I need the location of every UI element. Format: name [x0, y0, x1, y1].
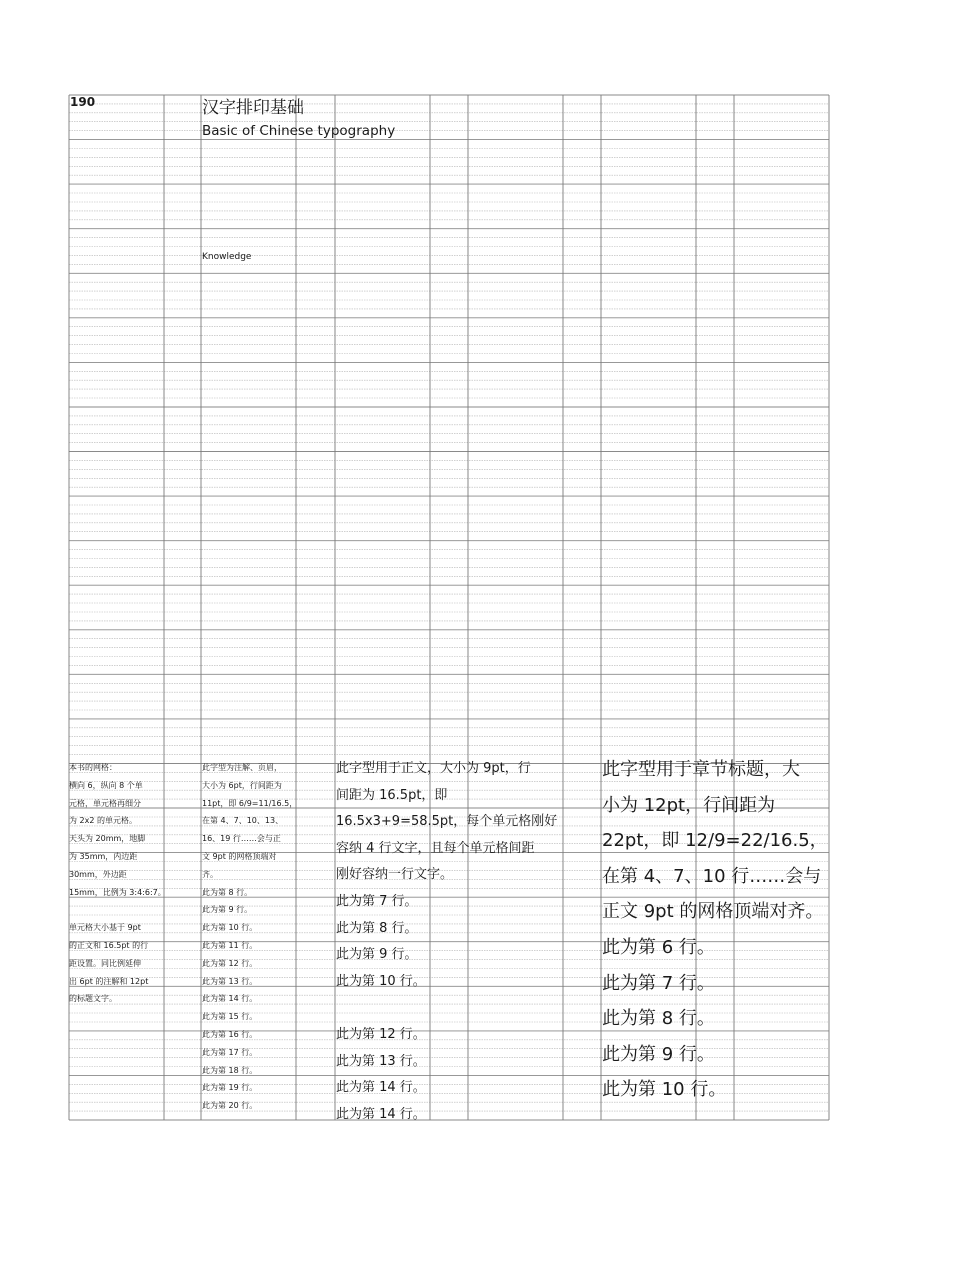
grid-note-line: 元格，单元格再细分 [69, 798, 141, 808]
grid-note-line: 横向 6，纵向 8 个单 [69, 780, 143, 790]
grid-note-line: 15mm，比例为 3:4:6:7。 [69, 887, 166, 897]
body-sample-line: 16.5x3+9=58.5pt，每个单元格刚好 [336, 814, 558, 830]
grid-note-line: 为 35mm，内边距 [69, 851, 138, 861]
caption-sample-line: 齐。 [202, 869, 218, 879]
heading-sample-line: 此为第 10 行。 [602, 1079, 727, 1101]
heading-sample-line: 小为 12pt，行间距为 [602, 794, 776, 816]
caption-sample-line: 此为第 19 行。 [202, 1083, 258, 1093]
heading-sample-line: 此为第 6 行。 [602, 936, 715, 958]
caption-sample-line: 16、19 行……会与正 [202, 834, 281, 844]
heading-sample-line: 在第 4、7、10 行……会与 [602, 865, 822, 887]
caption-sample-line: 此为第 8 行。 [202, 887, 253, 897]
body-sample-line: 容纳 4 行文字，且每个单元格间距 [336, 840, 535, 856]
body-sample-line: 此为第 13 行。 [336, 1053, 426, 1069]
caption-sample-line: 此为第 14 行。 [202, 994, 258, 1004]
page-number: 190 [70, 95, 96, 109]
caption-sample-column [202, 759, 297, 1115]
body-sample-line [336, 995, 557, 1022]
grid-note-line: 出 6pt 的注解和 12pt [69, 976, 149, 986]
body-sample-line: 此为第 7 行。 [336, 893, 418, 909]
page-title-english: Basic of Chinese typography [202, 123, 396, 139]
caption-sample-line: 11pt，即 6/9=11/16.5， [202, 798, 298, 808]
caption-sample-line: 大小为 6pt，行间距为 [202, 780, 282, 790]
grid-note-line: 的正文和 16.5pt 的行 [69, 940, 149, 950]
grid-note-column [69, 759, 166, 1008]
heading-sample-line: 此字型用于章节标题，大 [602, 759, 800, 780]
caption-sample-line: 此为第 11 行。 [202, 940, 258, 950]
caption-sample-line: 此为第 20 行。 [202, 1101, 258, 1111]
heading-sample-line: 此为第 8 行。 [602, 1008, 715, 1030]
caption-sample-line: 此为第 12 行。 [202, 958, 258, 968]
body-sample-column [336, 756, 557, 1128]
caption-sample-line: 此为第 10 行。 [202, 923, 258, 933]
body-sample-line: 此为第 12 行。 [336, 1026, 426, 1042]
heading-sample-line: 正文 9pt 的网格顶端对齐。 [602, 901, 824, 923]
caption-sample-line: 此为第 16 行。 [202, 1029, 258, 1039]
caption-sample-line: 此为第 18 行。 [202, 1065, 258, 1075]
grid-note-line [69, 901, 166, 919]
body-sample-line: 此为第 10 行。 [336, 973, 426, 989]
grid-note-line: 30mm，外边距 [69, 869, 127, 879]
caption-sample-line: 此为第 13 行。 [202, 976, 258, 986]
grid-note-line: 为 2x2 的单元格。 [69, 816, 137, 826]
heading-sample-line: 此为第 9 行。 [602, 1043, 715, 1065]
heading-sample-line: 22pt，即 12/9=22/16.5， [602, 830, 828, 852]
grid-note-line: 天头为 20mm，地脚 [69, 834, 146, 844]
caption-sample-line: 此为第 9 行。 [202, 905, 253, 915]
body-sample-line: 此为第 9 行。 [336, 947, 418, 963]
body-sample-line: 此为第 14 行。 [336, 1106, 426, 1122]
body-sample-line: 间距为 16.5pt，即 [336, 787, 448, 803]
body-sample-line: 此为第 8 行。 [336, 920, 418, 936]
body-sample-line: 此字型用于正文，大小为 9pt，行 [336, 761, 531, 776]
caption-sample-line: 此为第 17 行。 [202, 1047, 258, 1057]
caption-sample-line: 在第 4、7、10、13、 [202, 816, 284, 826]
section-label: Knowledge [202, 252, 252, 262]
caption-sample-line: 文 9pt 的网格顶端对 [202, 851, 277, 861]
grid-note-line: 单元格大小基于 9pt [69, 923, 141, 933]
caption-sample-line: 此为第 15 行。 [202, 1012, 258, 1022]
heading-sample-line: 此为第 7 行。 [602, 972, 715, 994]
heading-sample-column [602, 752, 828, 1108]
grid-note-line: 的标题文字。 [69, 994, 117, 1004]
body-sample-line: 刚好容纳一行文字。 [336, 867, 454, 883]
page-title-chinese: 汉字排印基础 [202, 98, 304, 118]
body-sample-line: 此为第 14 行。 [336, 1080, 426, 1096]
grid-note-line: 本书的网格： [69, 763, 117, 772]
grid-note-line: 距设置。同比例延伸 [69, 958, 141, 968]
caption-sample-line: 此字型为注解、页眉， [202, 763, 282, 772]
